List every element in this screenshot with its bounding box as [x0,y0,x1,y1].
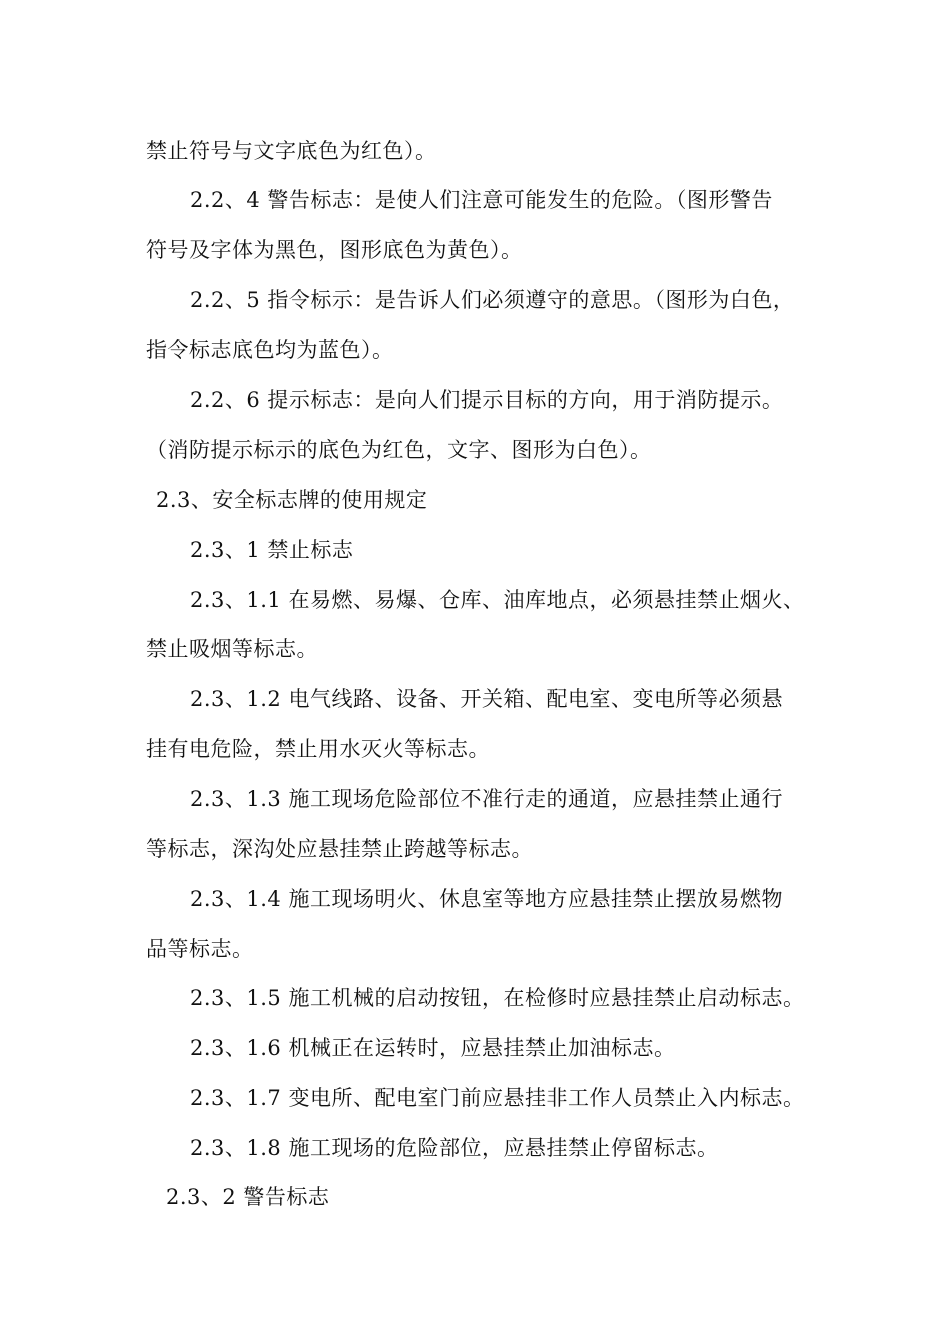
text-line: 等标志，深沟处应悬挂禁止跨越等标志。 [146,837,533,861]
text-line: 禁止吸烟等标志。 [146,637,318,661]
subsection-heading: 2.3、1 禁止标志 [190,538,354,562]
text-line: 品等标志。 [146,937,254,961]
text-line: 指令标志底色均为蓝色）。 [146,338,394,362]
text-line: 2.2、4 警告标志：是使人们注意可能发生的危险。（图形警告 [190,188,773,212]
text-line: 2.3、1.6 机械正在运转时，应悬挂禁止加油标志。 [190,1036,676,1060]
text-line: 2.3、1.7 变电所、配电室门前应悬挂非工作人员禁止入内标志。 [190,1086,805,1110]
text-line: 2.3、1.3 施工现场危险部位不准行走的通道，应悬挂禁止通行 [190,787,783,811]
text-line: 2.3、1.5 施工机械的启动按钮，在检修时应悬挂禁止启动标志。 [190,986,805,1010]
text-line: 挂有电危险，禁止用水灭火等标志。 [146,737,490,761]
text-line: （消防提示标示的底色为红色，文字、图形为白色）。 [146,438,652,462]
text-line: 2.3、1.4 施工现场明火、休息室等地方应悬挂禁止摆放易燃物 [190,887,783,911]
text-line: 2.2、5 指令标示：是告诉人们必须遵守的意思。（图形为白色， [190,288,795,312]
text-line: 2.2、6 提示标志：是向人们提示目标的方向，用于消防提示。 [190,388,784,412]
text-line: 符号及字体为黑色，图形底色为黄色）。 [146,238,523,262]
text-line: 2.3、1.2 电气线路、设备、开关箱、配电室、变电所等必须悬 [190,687,783,711]
subsection-heading: 2.3、2 警告标志 [166,1185,330,1209]
text-line: 禁止符号与文字底色为红色）。 [146,139,437,163]
text-line: 2.3、1.8 施工现场的危险部位，应悬挂禁止停留标志。 [190,1136,719,1160]
section-heading: 2.3、安全标志牌的使用规定 [156,488,428,512]
text-line: 2.3、1.1 在易燃、易爆、仓库、油库地点，必须悬挂禁止烟火、 [190,588,805,612]
